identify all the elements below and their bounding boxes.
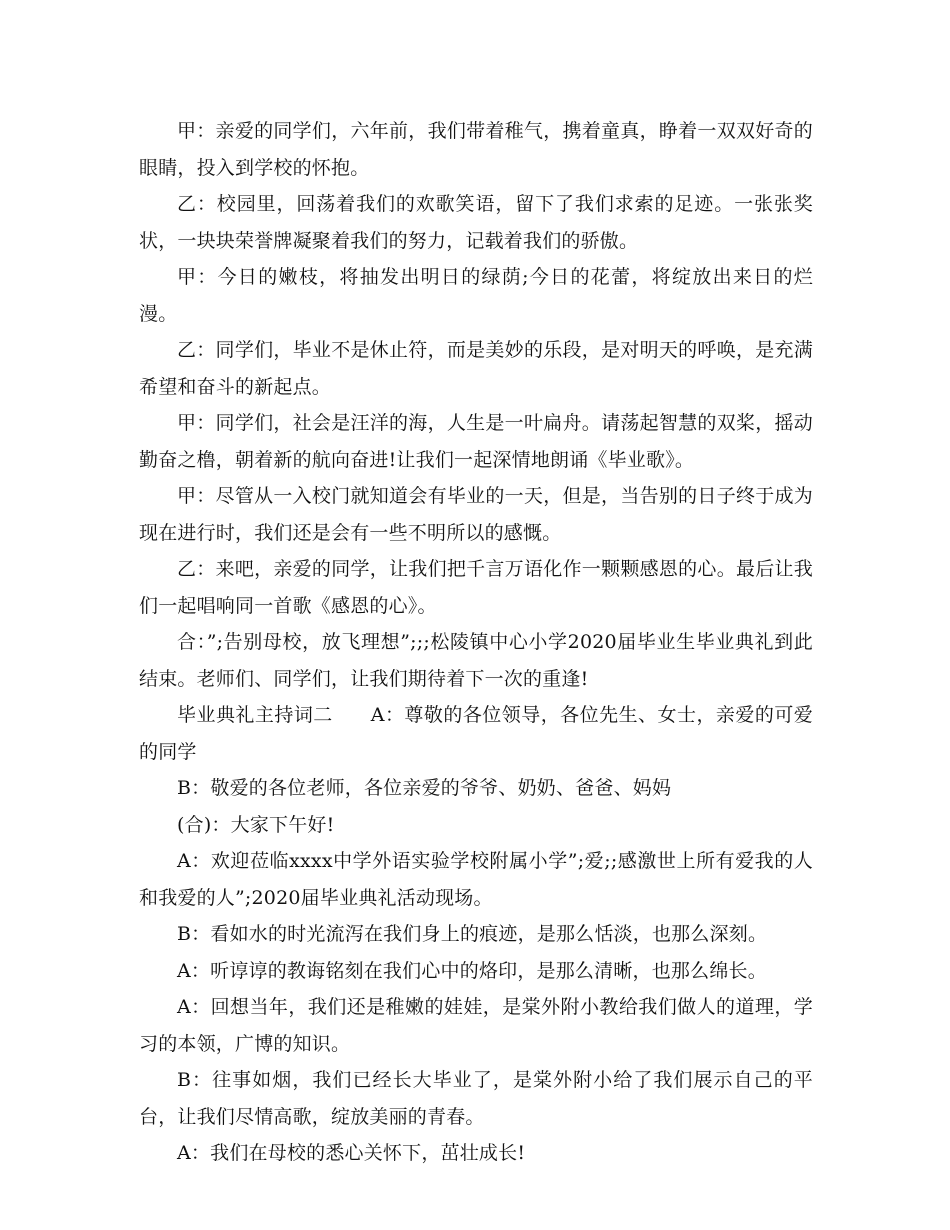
paragraph: 甲：亲爱的同学们，六年前，我们带着稚气，携着童真，睁着一双双好奇的眼睛，投入到学校的怀抱。 <box>139 120 813 179</box>
paragraph: 乙：同学们，毕业不是休止符，而是美妙的乐段，是对明天的呼唤，是充满希望和奋斗的新起点。 <box>139 339 813 398</box>
document-body <box>139 113 813 1172</box>
paragraph: B：敬爱的各位老师，各位亲爱的爷爷、奶奶、爸爸、妈妈 <box>177 777 672 799</box>
section-first-line: A：尊敬的各位领导，各位先生、女士，亲爱的可爱的同学 <box>139 704 814 763</box>
paragraph: 合：”;告别母校，放飞理想”;;;松陵镇中心小学2020届毕业生毕业典礼到此结束。老师们、同学们，让我们期待着下一次的重逢! <box>139 631 813 690</box>
paragraph: 乙：来吧，亲爱的同学，让我们把千言万语化作一颗颗感恩的心。最后让我们一起唱响同一首歌《感恩的心》。 <box>139 558 813 617</box>
paragraph: A：听谆谆的教诲铭刻在我们心中的烙印，是那么清晰，也那么绵长。 <box>177 959 767 982</box>
paragraph: 乙：校园里，回荡着我们的欢歌笑语，留下了我们求索的足迹。一张张奖状，一块块荣誉牌凝聚着我们的努力，记载着我们的骄傲。 <box>139 193 813 252</box>
paragraph: (合)：大家下午好! <box>177 813 335 836</box>
paragraph: B：看如水的时光流泻在我们身上的痕迹，是那么恬淡，也那么深刻。 <box>177 923 768 945</box>
paragraph: A：我们在母校的悉心关怀下，茁壮成长! <box>177 1142 526 1164</box>
section-heading: 毕业典礼主持词二 <box>177 704 333 726</box>
paragraph: 甲：同学们，社会是汪洋的海，人生是一叶扁舟。请荡起智慧的双桨，摇动勤奋之橹，朝着新的航向奋进!让我们一起深情地朗诵《毕业歌》。 <box>139 412 813 471</box>
paragraph: 甲：今日的嫩枝，将抽发出明日的绿荫;今日的花蕾，将绽放出来日的烂漫。 <box>139 266 813 325</box>
paragraph: 甲：尽管从一入校门就知道会有毕业的一天，但是，当告别的日子终于成为现在进行时，我们还是会有一些不明所以的感慨。 <box>139 485 813 544</box>
paragraph: A：欢迎莅临xxxx中学外语实验学校附属小学”;爱;;感激世上所有爱我的人和我爱的人”;2020届毕业典礼活动现场。 <box>139 850 813 909</box>
paragraph: B：往事如烟，我们已经长大毕业了，是棠外附小给了我们展示自己的平台，让我们尽情高歌，绽放美丽的青春。 <box>139 1069 813 1128</box>
paragraph: A：回想当年，我们还是稚嫩的娃娃，是棠外附小教给我们做人的道理，学习的本领，广博的知识。 <box>139 996 813 1055</box>
section-start-paragraph <box>139 697 813 770</box>
